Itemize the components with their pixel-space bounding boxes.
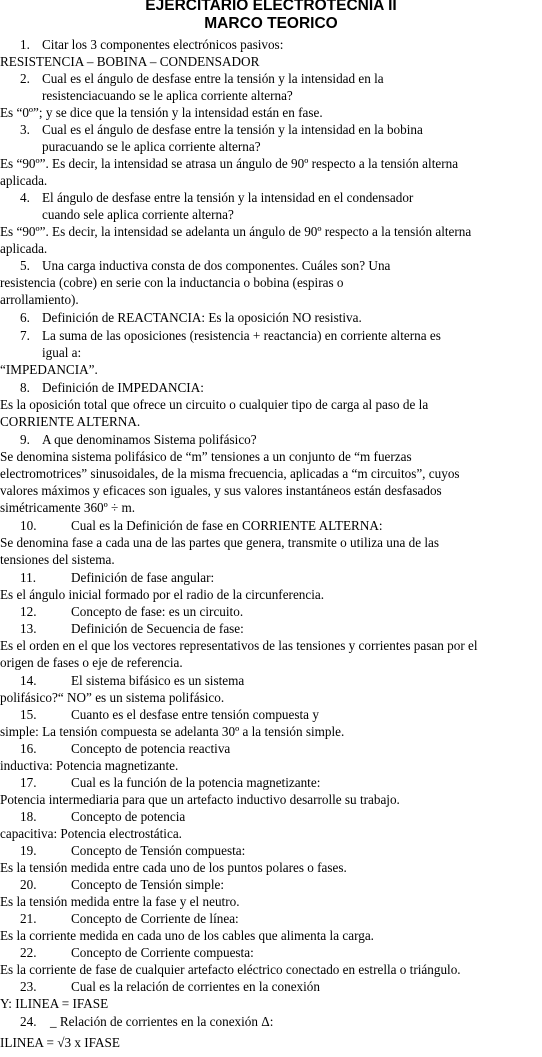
answer-line: Se denomina sistema polifásico de “m” tensiones a un conjunto de “m fuerzas — [0, 449, 412, 464]
question-20: 20. Concepto de Tensión simple: — [20, 877, 225, 892]
item-number: 20. — [20, 877, 37, 892]
question-11: 11. Definición de fase angular: — [20, 570, 215, 585]
item-number: 13. — [20, 621, 37, 636]
question-6: 6. Definición de REACTANCIA: Es la oposición NO resistiva. — [20, 310, 362, 325]
answer-line: Es la oposición total que ofrece un circuito o cualquier tipo de carga al paso de la — [0, 397, 429, 412]
question-19: 19. Concepto de Tensión compuesta: — [20, 843, 246, 858]
item-number: 12. — [20, 604, 37, 619]
answer-line: Se denomina fase a cada una de las partes que genera, transmite o utiliza una de las — [0, 535, 440, 550]
question-9: 9. A que denominamos Sistema polifásico? — [20, 432, 257, 447]
question-10: 10. Cual es la Definición de fase en CORRIENTE ALTERNA: — [20, 518, 383, 533]
answer-line: Es la tensión medida entre la fase y el neutro. — [0, 894, 240, 909]
answer-line: simétricamente 360º ÷ m. — [0, 500, 136, 515]
question-23: 23. Cual es la relación de corrientes en la conexión — [20, 979, 320, 994]
document-title: EJERCITARIO ELECTROTECNIA II — [145, 0, 397, 14]
question-3: 3. Cual es el ángulo de desfase entre la tensión y la intensidad en la bobina — [20, 122, 423, 137]
item-number: 5. — [20, 258, 30, 273]
question-line: igual a: — [42, 345, 82, 360]
answer-line: Es el ángulo inicial formado por el radio de la circunferencia. — [0, 587, 325, 602]
question-22: 22. Concepto de Corriente compuesta: — [20, 945, 254, 960]
item-number: 11. — [20, 570, 36, 585]
item-number: 9. — [20, 432, 30, 447]
question-line: cuando sele aplica corriente alterna? — [42, 207, 234, 222]
question-5: 5. Una carga inductiva consta de dos componentes. Cuáles son? Una — [20, 258, 391, 273]
question-7: 7. La suma de las oposiciones (resistencia + reactancia) en corriente alterna es — [20, 328, 441, 343]
answer-line: electromotrices” sinusoidales, de la misma frecuencia, aplicadas a “m circuitos”, cuyos — [0, 466, 460, 481]
answer-line: Es “90º”. Es decir, la intensidad se atrasa un ángulo de 90º respecto a la tensión alterna — [0, 156, 459, 171]
item-number: 24. — [20, 1014, 37, 1029]
question-21: 21. Concepto de Corriente de línea: — [20, 911, 239, 926]
answer-line: aplicada. — [0, 241, 48, 256]
question-24: 24. _ Relación de corrientes en la conexión Δ: — [20, 1014, 274, 1029]
answer-line: “IMPEDANCIA”. — [0, 362, 98, 377]
question-13: 13. Definición de Secuencia de fase: — [20, 621, 244, 636]
question-15: 15. Cuanto es el desfase entre tensión compuesta y — [20, 707, 319, 722]
answer-line: polifásico?“ NO” es un sistema polifásico. — [0, 690, 225, 705]
item-number: 14. — [20, 673, 37, 688]
answer-line: CORRIENTE ALTERNA. — [0, 414, 141, 429]
formula-line: Y: ILINEA = IFASE — [0, 996, 109, 1011]
answer-line: capacitiva: Potencia electrostática. — [0, 826, 182, 841]
answer-line: Es la corriente de fase de cualquier artefacto eléctrico conectado en estrella o triángulo. — [0, 962, 461, 977]
question-14: 14. El sistema bifásico es un sistema — [20, 673, 245, 688]
answer-line: origen de fases o eje de referencia. — [0, 655, 183, 670]
question-1: 1. Citar los 3 componentes electrónicos pasivos: — [20, 37, 284, 52]
answer-line: Es el orden en el que los vectores representativos de las tensiones y corrientes pasan por el — [0, 638, 478, 653]
question-16: 16. Concepto de potencia reactiva — [20, 741, 231, 756]
item-number: 16. — [20, 741, 37, 756]
question-2: 2. Cual es el ángulo de desfase entre la tensión y la intensidad en la — [20, 71, 384, 86]
answer-line: Potencia intermediaria para que un artefacto inductivo desarrolle su trabajo. — [0, 792, 400, 807]
item-number: 3. — [20, 122, 30, 137]
item-number: 22. — [20, 945, 37, 960]
item-number: 21. — [20, 911, 37, 926]
question-line: resistenciacuando se le aplica corriente alterna? — [42, 88, 293, 103]
item-number: 23. — [20, 979, 37, 994]
answer-line: arrollamiento). — [0, 292, 79, 307]
item-number: 6. — [20, 310, 30, 325]
answer-line: Es la tensión medida entre cada uno de los puntos polares o fases. — [0, 860, 347, 875]
section-heading: MARCO TEORICO — [204, 15, 338, 32]
answer-line: valores máximos y eficaces son iguales, y sus valores instantáneos están desfasados — [0, 483, 442, 498]
answer-line: Es la corriente medida en cada uno de los cables que alimenta la carga. — [0, 928, 374, 943]
item-number: 10. — [20, 518, 37, 533]
answer-line: simple: La tensión compuesta se adelanta 30º a la tensión simple. — [0, 724, 345, 739]
item-number: 19. — [20, 843, 37, 858]
question-8: 8. Definición de IMPEDANCIA: — [20, 380, 204, 395]
item-number: 17. — [20, 775, 37, 790]
question-17: 17. Cual es la función de la potencia magnetizante: — [20, 775, 321, 790]
question-12: 12. Concepto de fase: es un circuito. — [20, 604, 244, 619]
answer-line: resistencia (cobre) en serie con la inductancia o bobina (espiras o — [0, 275, 344, 290]
answer-line: Es “0º”; y se dice que la tensión y la intensidad están en fase. — [0, 105, 323, 120]
answer-line: aplicada. — [0, 173, 48, 188]
answer-line: RESISTENCIA – BOBINA – CONDENSADOR — [0, 54, 260, 69]
item-number: 2. — [20, 71, 30, 86]
item-number: 15. — [20, 707, 37, 722]
answer-line: inductiva: Potencia magnetizante. — [0, 758, 179, 773]
item-number: 18. — [20, 809, 37, 824]
question-18: 18. Concepto de potencia — [20, 809, 186, 824]
answer-line: tensiones del sistema. — [0, 552, 115, 567]
question-4: 4. El ángulo de desfase entre la tensión y la intensidad en el condensador — [20, 190, 414, 205]
formula-line: ILINEA = √3 x IFASE — [0, 1035, 120, 1050]
item-number: 1. — [20, 37, 30, 52]
answer-line: Es “90º”. Es decir, la intensidad se adelanta un ángulo de 90º respecto a la tensión alterna — [0, 224, 472, 239]
item-number: 4. — [20, 190, 30, 205]
item-number: 7. — [20, 328, 30, 343]
item-number: 8. — [20, 380, 30, 395]
question-line: puracuando se le aplica corriente alterna? — [42, 139, 261, 154]
